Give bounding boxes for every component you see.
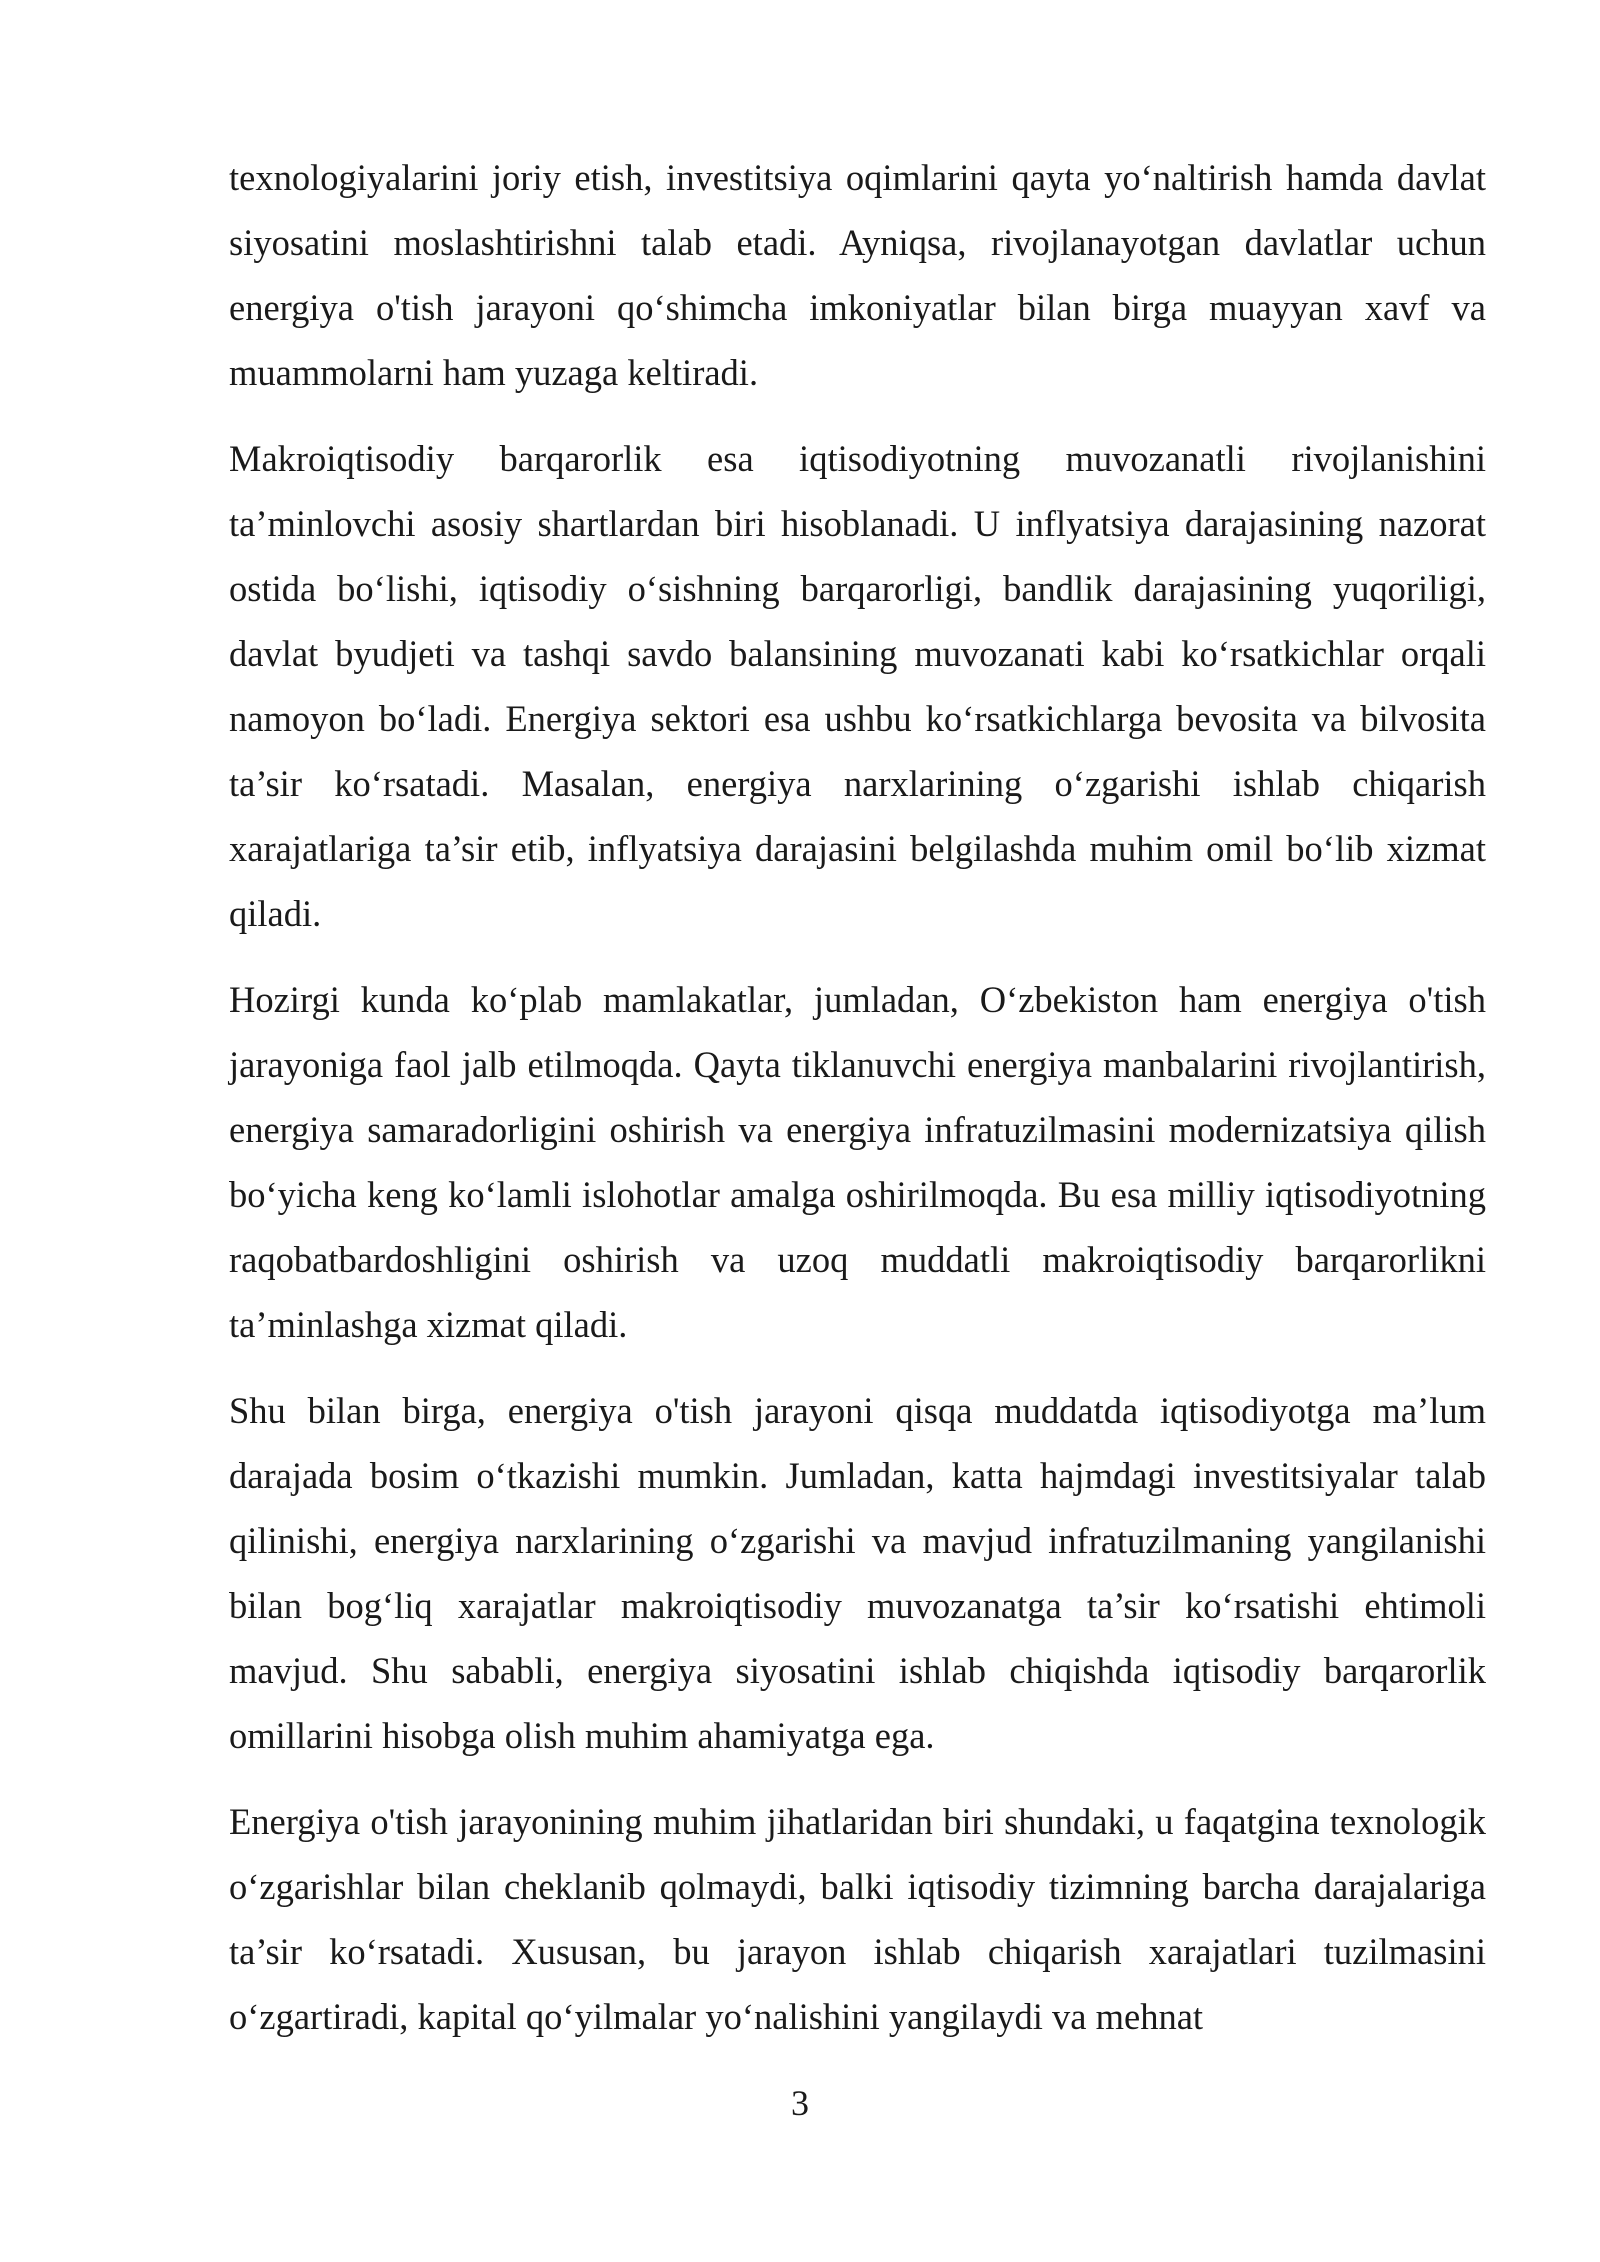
paragraph: Hozirgi kunda ko‘plab mamlakatlar, jumladan, O‘zbekiston ham energiya o'tish jarayoniga faol jalb etilmoqda. Qayta tiklanuvchi energiya manbalarini rivojlantirish, energiya samaradorligini oshirish va energiya infratuzilmasini modernizatsiya qilish bo‘yicha keng ko‘lamli islohotlar amalga oshirilmoqda. Bu esa milliy iqtisodiyotning raqobatbardoshligini oshirish va uzoq muddatli makroiqtisodiy barqarorlikni ta’minlashga xizmat qiladi. (229, 979, 1486, 1345)
body-text (229, 145, 1486, 2070)
page-number: 3 (791, 2083, 809, 2123)
paragraph: texnologiyalarini joriy etish, investitsiya oqimlarini qayta yo‘naltirish hamda davlat siyosatini moslashtirishni talab etadi. Ayniqsa, rivojlanayotgan davlatlar uchun energiya o'tish jarayoni qo‘shimcha imkoniyatlar bilan birga muayyan xavf va muammolarni ham yuzaga keltiradi. (229, 157, 1486, 393)
paragraph: Makroiqtisodiy barqarorlik esa iqtisodiyotning muvozanatli rivojlanishini ta’minlovchi asosiy shartlardan biri hisoblanadi. U inflyatsiya darajasining nazorat ostida bo‘lishi, iqtisodiy o‘sishning barqarorligi, bandlik darajasining yuqoriligi, davlat byudjeti va tashqi savdo balansining muvozanati kabi ko‘rsatkichlar orqali namoyon bo‘ladi. Energiya sektori esa ushbu ko‘rsatkichlarga bevosita va bilvosita ta’sir ko‘rsatadi. Masalan, energiya narxlarining o‘zgarishi ishlab chiqarish xarajatlariga ta’sir etib, inflyatsiya darajasini belgilashda muhim omil bo‘lib xizmat qiladi. (229, 438, 1486, 934)
paragraph: Energiya o'tish jarayonining muhim jihatlaridan biri shundaki, u faqatgina texnologik o‘zgarishlar bilan cheklanib qolmaydi, balki iqtisodiy tizimning barcha darajalariga ta’sir ko‘rsatadi. Xususan, bu jarayon ishlab chiqarish xarajatlari tuzilmasini o‘zgartiradi, kapital qo‘yilmalar yo‘nalishini yangilaydi va mehnat (229, 1801, 1486, 2037)
paragraph: Shu bilan birga, energiya o'tish jarayoni qisqa muddatda iqtisodiyotga ma’lum darajada bosim o‘tkazishi mumkin. Jumladan, katta hajmdagi investitsiyalar talab qilinishi, energiya narxlarining o‘zgarishi va mavjud infratuzilmaning yangilanishi bilan bog‘liq xarajatlar makroiqtisodiy muvozanatga ta’sir ko‘rsatishi ehtimoli mavjud. Shu sababli, energiya siyosatini ishlab chiqishda iqtisodiy barqarorlik omillarini hisobga olish muhim ahamiyatga ega. (229, 1390, 1486, 1756)
